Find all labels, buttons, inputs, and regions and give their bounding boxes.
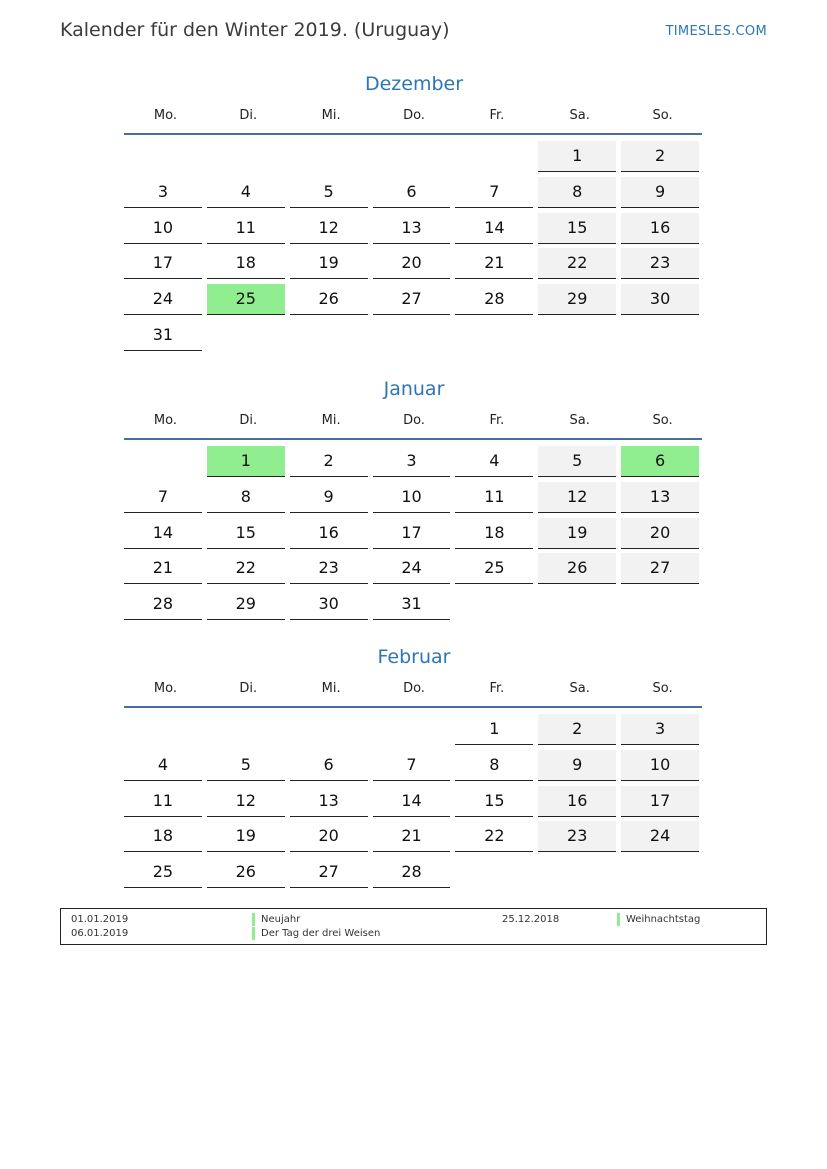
day-slot: [290, 820, 373, 856]
day-cell: 29: [207, 589, 285, 620]
day-cell: 13: [373, 213, 451, 244]
day-cell: 18: [207, 248, 285, 279]
day-slot: [455, 856, 538, 892]
day-cell: 5: [538, 446, 616, 477]
day-cell: 9: [538, 750, 616, 781]
day-slot: [124, 283, 207, 319]
day-cell: 27: [373, 284, 451, 315]
day-cell: 9: [290, 482, 368, 513]
day-slot: [290, 445, 373, 481]
weekday-label: Do.: [403, 413, 425, 428]
day-cell: 10: [373, 482, 451, 513]
day-cell: 14: [373, 786, 451, 817]
day-cell: 28: [124, 589, 202, 620]
week-row: [124, 212, 704, 248]
day-slot: [207, 517, 290, 553]
day-cell: 6: [290, 750, 368, 781]
day-slot: [373, 319, 456, 355]
weekday-header: [124, 679, 704, 699]
weekday-label: Mi.: [321, 681, 341, 696]
weekday-label: Mi.: [321, 108, 341, 123]
day-grid: [124, 445, 704, 624]
day-cell: 9: [621, 177, 699, 208]
weekday-label: Fr.: [489, 413, 505, 428]
day-slot: [373, 820, 456, 856]
weekday-label: Di.: [239, 108, 258, 123]
day-cell: 8: [455, 750, 533, 781]
day-slot: [455, 319, 538, 355]
day-cell: 28: [455, 284, 533, 315]
week-row: [124, 713, 704, 749]
day-slot: [538, 176, 621, 212]
day-slot: [538, 212, 621, 248]
day-cell: 18: [455, 518, 533, 549]
day-cell: 29: [538, 284, 616, 315]
day-slot: [621, 749, 704, 785]
day-cell: 24: [373, 553, 451, 584]
day-slot: [124, 517, 207, 553]
day-slot: [455, 140, 538, 176]
day-slot: [538, 140, 621, 176]
day-cell: 18: [124, 821, 202, 852]
day-cell: 26: [290, 284, 368, 315]
day-slot: [290, 785, 373, 821]
header-divider: [124, 438, 702, 440]
weekday-label: Sa.: [569, 108, 590, 123]
day-cell: 17: [124, 248, 202, 279]
day-cell: 1: [455, 714, 533, 745]
day-slot: [124, 247, 207, 283]
week-row: [124, 445, 704, 481]
day-slot: [290, 319, 373, 355]
day-cell: 2: [290, 446, 368, 477]
holiday-day-cell: 6: [621, 446, 699, 477]
day-cell: 7: [124, 482, 202, 513]
weekday-label: So.: [652, 681, 673, 696]
weekday-label: Sa.: [569, 413, 590, 428]
day-cell: 3: [621, 714, 699, 745]
day-cell: 10: [621, 750, 699, 781]
day-slot: [373, 713, 456, 749]
day-slot: [124, 749, 207, 785]
weekday-header: [124, 411, 704, 431]
day-slot: [290, 212, 373, 248]
day-slot: [621, 140, 704, 176]
day-slot: [538, 749, 621, 785]
day-cell: 4: [124, 750, 202, 781]
weekday-label: Do.: [403, 681, 425, 696]
day-slot: [290, 713, 373, 749]
day-cell: 13: [621, 482, 699, 513]
day-cell: 19: [290, 248, 368, 279]
month-dezember: [124, 70, 704, 355]
day-cell: 23: [538, 821, 616, 852]
header-divider: [124, 706, 702, 708]
day-grid: [124, 713, 704, 892]
day-slot: [621, 319, 704, 355]
legend-date: 25.12.2018: [502, 914, 560, 925]
day-slot: [538, 713, 621, 749]
day-slot: [124, 820, 207, 856]
day-cell: 5: [290, 177, 368, 208]
holiday-day-cell: 1: [207, 446, 285, 477]
day-cell: 19: [207, 821, 285, 852]
day-slot: [124, 856, 207, 892]
day-slot: [373, 140, 456, 176]
weekday-label: Mo.: [153, 413, 177, 428]
day-cell: 14: [124, 518, 202, 549]
day-slot: [207, 481, 290, 517]
week-row: [124, 283, 704, 319]
day-cell: 30: [621, 284, 699, 315]
day-slot: [538, 247, 621, 283]
weekday-label: Di.: [239, 413, 258, 428]
day-cell: 12: [290, 213, 368, 244]
day-slot: [124, 176, 207, 212]
day-slot: [290, 856, 373, 892]
weekday-label: Mi.: [321, 413, 341, 428]
day-slot: [373, 283, 456, 319]
day-cell: 6: [373, 177, 451, 208]
day-cell: 27: [290, 857, 368, 888]
day-slot: [373, 247, 456, 283]
day-cell: 2: [538, 714, 616, 745]
week-row: [124, 856, 704, 892]
day-slot: [207, 283, 290, 319]
day-slot: [455, 517, 538, 553]
day-cell: 21: [373, 821, 451, 852]
day-cell: 17: [621, 786, 699, 817]
day-slot: [290, 247, 373, 283]
day-slot: [621, 785, 704, 821]
day-slot: [538, 283, 621, 319]
day-cell: 22: [538, 248, 616, 279]
day-slot: [455, 247, 538, 283]
day-slot: [124, 481, 207, 517]
page-title: Kalender für den Winter 2019. (Uruguay): [60, 19, 450, 41]
day-slot: [538, 481, 621, 517]
day-slot: [455, 785, 538, 821]
day-cell: 8: [538, 177, 616, 208]
month-title: Dezember: [364, 73, 464, 95]
day-slot: [455, 552, 538, 588]
day-cell: 14: [455, 213, 533, 244]
week-row: [124, 820, 704, 856]
day-slot: [621, 176, 704, 212]
day-cell: 21: [455, 248, 533, 279]
day-cell: 11: [124, 786, 202, 817]
week-row: [124, 319, 704, 355]
day-slot: [455, 212, 538, 248]
day-cell: 24: [124, 284, 202, 315]
week-row: [124, 140, 704, 176]
day-slot: [455, 283, 538, 319]
day-slot: [207, 212, 290, 248]
day-slot: [621, 212, 704, 248]
day-cell: 3: [124, 177, 202, 208]
day-cell: 22: [207, 553, 285, 584]
day-cell: 24: [621, 821, 699, 852]
day-slot: [621, 445, 704, 481]
day-slot: [207, 785, 290, 821]
day-slot: [290, 749, 373, 785]
day-cell: 4: [455, 446, 533, 477]
weekday-label: Mo.: [153, 108, 177, 123]
month-januar: [124, 375, 704, 624]
day-slot: [290, 588, 373, 624]
day-slot: [621, 481, 704, 517]
weekday-label: Mo.: [153, 681, 177, 696]
day-slot: [290, 517, 373, 553]
day-slot: [455, 445, 538, 481]
day-cell: 16: [538, 786, 616, 817]
day-slot: [207, 713, 290, 749]
day-slot: [207, 140, 290, 176]
day-cell: 27: [621, 553, 699, 584]
day-cell: 28: [373, 857, 451, 888]
day-cell: 11: [455, 482, 533, 513]
day-cell: 15: [455, 786, 533, 817]
day-slot: [373, 749, 456, 785]
week-row: [124, 749, 704, 785]
day-slot: [455, 481, 538, 517]
day-slot: [538, 588, 621, 624]
day-slot: [621, 856, 704, 892]
day-slot: [538, 319, 621, 355]
legend-name: Neujahr: [252, 913, 300, 926]
day-cell: 7: [373, 750, 451, 781]
day-slot: [207, 588, 290, 624]
day-cell: 15: [538, 213, 616, 244]
day-slot: [373, 588, 456, 624]
day-cell: 20: [290, 821, 368, 852]
weekday-label: So.: [652, 413, 673, 428]
legend-name: Der Tag der drei Weisen: [252, 927, 380, 940]
week-row: [124, 247, 704, 283]
day-slot: [455, 588, 538, 624]
legend-name: Weihnachtstag: [617, 913, 700, 926]
day-slot: [290, 283, 373, 319]
day-slot: [207, 247, 290, 283]
day-cell: 12: [207, 786, 285, 817]
day-slot: [124, 445, 207, 481]
day-cell: 12: [538, 482, 616, 513]
day-cell: 30: [290, 589, 368, 620]
weekday-label: Do.: [403, 108, 425, 123]
day-cell: 26: [207, 857, 285, 888]
day-slot: [538, 820, 621, 856]
week-row: [124, 588, 704, 624]
day-slot: [621, 820, 704, 856]
month-title: Januar: [383, 378, 445, 400]
weekday-label: So.: [652, 108, 673, 123]
day-cell: 3: [373, 446, 451, 477]
day-cell: 21: [124, 553, 202, 584]
day-cell: 17: [373, 518, 451, 549]
day-slot: [207, 820, 290, 856]
day-cell: 16: [621, 213, 699, 244]
weekday-label: Sa.: [569, 681, 590, 696]
day-slot: [373, 552, 456, 588]
day-cell: 11: [207, 213, 285, 244]
day-slot: [290, 481, 373, 517]
day-cell: 23: [290, 553, 368, 584]
day-slot: [207, 749, 290, 785]
legend-date: 06.01.2019: [71, 928, 129, 939]
day-slot: [373, 856, 456, 892]
day-slot: [207, 445, 290, 481]
day-cell: 20: [373, 248, 451, 279]
day-cell: 16: [290, 518, 368, 549]
weekday-label: Di.: [239, 681, 258, 696]
day-cell: 7: [455, 177, 533, 208]
day-slot: [290, 140, 373, 176]
day-cell: 25: [455, 553, 533, 584]
day-cell: 8: [207, 482, 285, 513]
day-slot: [207, 856, 290, 892]
day-slot: [124, 588, 207, 624]
day-slot: [373, 785, 456, 821]
day-cell: 13: [290, 786, 368, 817]
week-row: [124, 481, 704, 517]
day-cell: 15: [207, 518, 285, 549]
day-cell: 31: [124, 320, 202, 351]
day-slot: [538, 517, 621, 553]
weekday-label: Fr.: [489, 681, 505, 696]
week-row: [124, 176, 704, 212]
day-slot: [124, 785, 207, 821]
day-slot: [290, 176, 373, 212]
site-link[interactable]: TIMESLES.COM: [665, 24, 767, 39]
day-slot: [124, 713, 207, 749]
day-slot: [538, 552, 621, 588]
day-slot: [373, 517, 456, 553]
day-slot: [621, 588, 704, 624]
day-slot: [290, 552, 373, 588]
legend-date: 01.01.2019: [71, 914, 129, 925]
day-slot: [455, 749, 538, 785]
day-cell: 25: [124, 857, 202, 888]
day-cell: 26: [538, 553, 616, 584]
day-slot: [455, 713, 538, 749]
day-slot: [373, 176, 456, 212]
weekday-label: Fr.: [489, 108, 505, 123]
day-slot: [538, 856, 621, 892]
holiday-day-cell: 25: [207, 284, 285, 315]
day-slot: [207, 552, 290, 588]
month-title: Februar: [377, 646, 451, 668]
day-slot: [124, 140, 207, 176]
day-cell: 2: [621, 141, 699, 172]
day-slot: [124, 212, 207, 248]
day-cell: 1: [538, 141, 616, 172]
day-slot: [538, 785, 621, 821]
week-row: [124, 552, 704, 588]
day-slot: [373, 481, 456, 517]
weekday-header: [124, 106, 704, 126]
day-slot: [207, 319, 290, 355]
day-cell: 23: [621, 248, 699, 279]
day-cell: 10: [124, 213, 202, 244]
day-slot: [621, 713, 704, 749]
day-slot: [621, 283, 704, 319]
holiday-legend: [60, 908, 767, 945]
day-cell: 20: [621, 518, 699, 549]
day-slot: [373, 212, 456, 248]
day-slot: [621, 552, 704, 588]
day-slot: [455, 176, 538, 212]
month-februar: [124, 643, 704, 892]
day-cell: 5: [207, 750, 285, 781]
day-slot: [455, 820, 538, 856]
header-divider: [124, 133, 702, 135]
week-row: [124, 517, 704, 553]
day-slot: [538, 445, 621, 481]
day-cell: 31: [373, 589, 451, 620]
day-slot: [373, 445, 456, 481]
day-grid: [124, 140, 704, 355]
day-slot: [621, 247, 704, 283]
day-slot: [124, 552, 207, 588]
day-cell: 22: [455, 821, 533, 852]
day-slot: [124, 319, 207, 355]
day-slot: [207, 176, 290, 212]
week-row: [124, 785, 704, 821]
day-cell: 19: [538, 518, 616, 549]
day-cell: 4: [207, 177, 285, 208]
day-slot: [621, 517, 704, 553]
